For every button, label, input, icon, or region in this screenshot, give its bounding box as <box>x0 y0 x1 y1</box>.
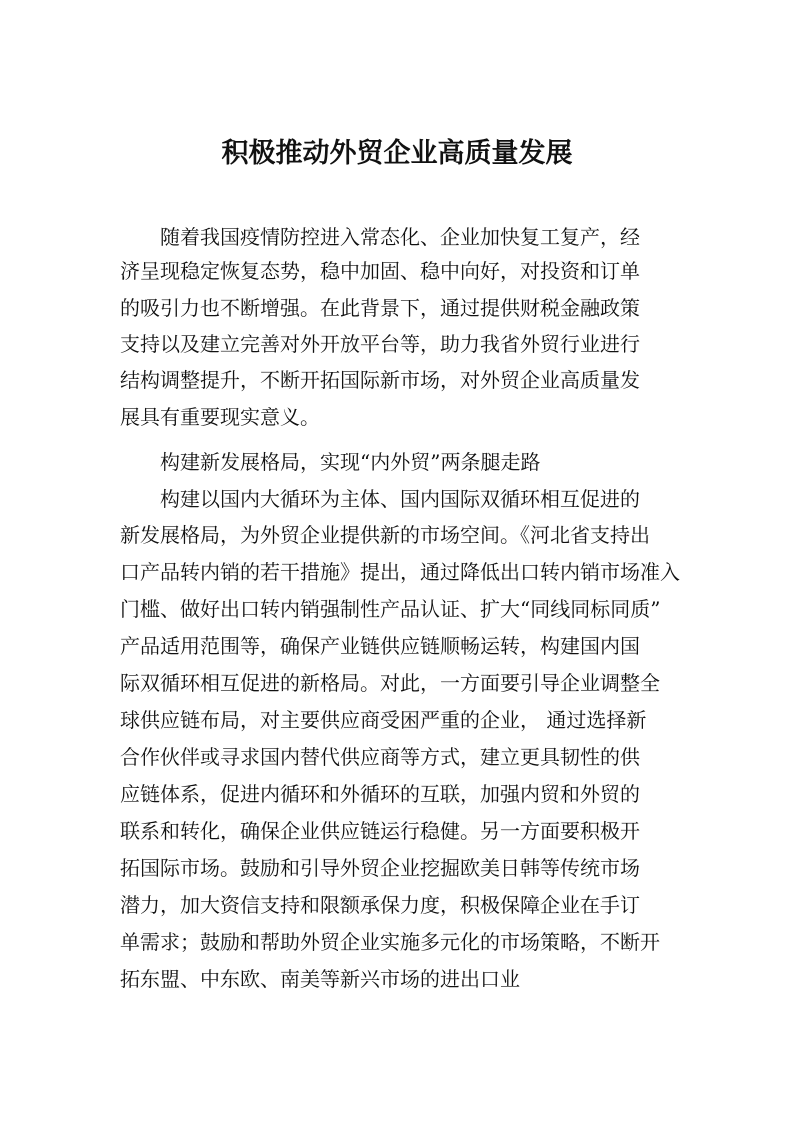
paragraph-line: 结构调整提升，不断开拓国际新市场，对外贸企业高质量发 <box>120 368 640 392</box>
paragraph-line: 拓东盟、中东欧、南美等新兴市场的进出口业 <box>120 967 520 991</box>
paragraph-line: 单需求；鼓励和帮助外贸企业实施多元化的市场策略，不断开 <box>120 930 660 954</box>
paragraph-line: 潜力，加大资信支持和限额承保力度，积极保障企业在手订 <box>120 893 640 917</box>
paragraph-line: 口产品转内销的若干措施》提出，通过降低出口转内销市场准入 <box>120 560 680 584</box>
paragraph-line: 济呈现稳定恢复态势，稳中加固、稳中向好，对投资和订单 <box>120 259 640 283</box>
section-heading: 构建新发展格局，实现“内外贸”两条腿走路 <box>160 450 541 474</box>
paragraph-line: 门槛、做好出口转内销强制性产品认证、扩大“同线同标同质” <box>120 597 661 621</box>
paragraph-line: 合作伙伴或寻求国内替代供应商等方式，建立更具韧性的供 <box>120 745 640 769</box>
paragraph-line: 支持以及建立完善对外开放平台等，助力我省外贸行业进行 <box>120 332 640 356</box>
paragraph-line: 产品适用范围等，确保产业链供应链顺畅运转，构建国内国 <box>120 634 640 658</box>
paragraph-line: 随着我国疫情防控进入常态化、企业加快复工复产，经 <box>160 225 640 249</box>
paragraph-line: 球供应链布局，对主要供应商受困严重的企业， 通过选择新 <box>120 708 647 732</box>
paragraph-line: 应链体系，促进内循环和外循环的互联，加强内贸和外贸的 <box>120 782 640 806</box>
paragraph-line: 新发展格局，为外贸企业提供新的市场空间。《河北省支持出 <box>120 523 650 547</box>
document-title: 积极推动外贸企业高质量发展 <box>221 138 573 169</box>
paragraph-line: 构建以国内大循环为主体、国内国际双循环相互促进的 <box>160 487 640 511</box>
paragraph-line: 的吸引力也不断增强。在此背景下，通过提供财税金融政策 <box>120 296 640 320</box>
paragraph-line: 际双循环相互促进的新格局。对此，一方面要引导企业调整全 <box>120 671 660 695</box>
paragraph-line: 展具有重要现实意义。 <box>120 405 320 429</box>
paragraph-line: 拓国际市场。鼓励和引导外贸企业挖掘欧美日韩等传统市场 <box>120 856 640 880</box>
paragraph-line: 联系和转化，确保企业供应链运行稳健。另一方面要积极开 <box>120 819 640 843</box>
